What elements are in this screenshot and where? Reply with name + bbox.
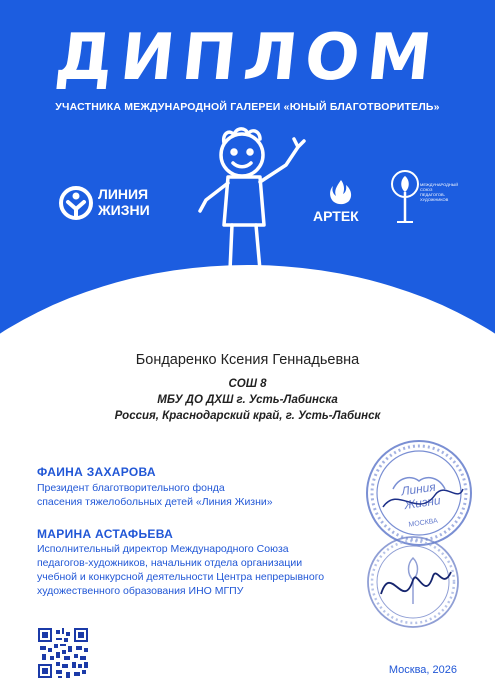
flame-icon [326, 178, 356, 208]
liniya-logo-line1: ЛИНИЯ [98, 186, 149, 202]
stamp-text-line2: Жизни [403, 493, 442, 513]
signatory2-role-line3: учебной и конкурсной деятельности Центра непрерывного [37, 571, 325, 583]
recipient-school: СОШ 8 [228, 378, 267, 390]
artek-logo-text: АРТЕК [313, 208, 359, 224]
union-logo-line2: СОЮЗ [420, 187, 433, 192]
union-logo-line1: МЕЖДУНАРОДНЫЙ [420, 182, 459, 187]
diploma-subtitle: УЧАСТНИКА МЕЖДУНАРОДНОЙ ГАЛЕРЕИ «ЮНЫЙ БЛАГОТВОРИТЕЛЬ» [55, 101, 440, 113]
liniya-logo-line2: ЖИЗНИ [98, 202, 150, 218]
stamp-text-line1: Линия [400, 479, 437, 499]
union-logo-line4: ХУДОЖНИКОВ [420, 197, 449, 202]
city-year: Москва, 2026 [388, 664, 457, 676]
child-drawing-icon [180, 125, 315, 285]
signatory2-name: МАРИНА АСТАФЬЕВА [37, 527, 174, 541]
signatory2-role-line4: художественного образования ИНО МГПУ [37, 585, 244, 597]
recipient-name: Бондаренко Ксения Геннадьевна [135, 352, 360, 368]
signatory1-name: ФАИНА ЗАХАРОВА [37, 465, 156, 479]
union-logo-line3: ПЕДАГОГОВ- [420, 192, 446, 197]
signatory1-role-line2: спасения тяжелобольных детей «Линия Жизни» [37, 496, 273, 508]
tree-icon [388, 168, 422, 226]
diploma-title: ДИПЛОМ [51, 21, 444, 95]
signatory2-role-line2: педагогов-художников, начальник отдела организации [37, 557, 303, 569]
stamp-city: МОСКВА [408, 517, 439, 529]
recipient-institution: МБУ ДО ДХШ г. Усть-Лабинска [157, 394, 338, 406]
liniya-zhizni-logo [58, 183, 168, 223]
artek-logo [308, 178, 378, 226]
union-logo [388, 168, 458, 228]
union-stamp [363, 532, 463, 632]
qr-code-icon [38, 628, 88, 678]
recipient-location: Россия, Краснодарский край, г. Усть-Лабинск [114, 410, 381, 422]
liniya-zhizni-icon [58, 185, 94, 221]
signatory2-role-line1: Исполнительный директор Международного Союза [37, 543, 289, 555]
signatory1-role-line1: Президент благотворительного фонда [37, 482, 225, 494]
